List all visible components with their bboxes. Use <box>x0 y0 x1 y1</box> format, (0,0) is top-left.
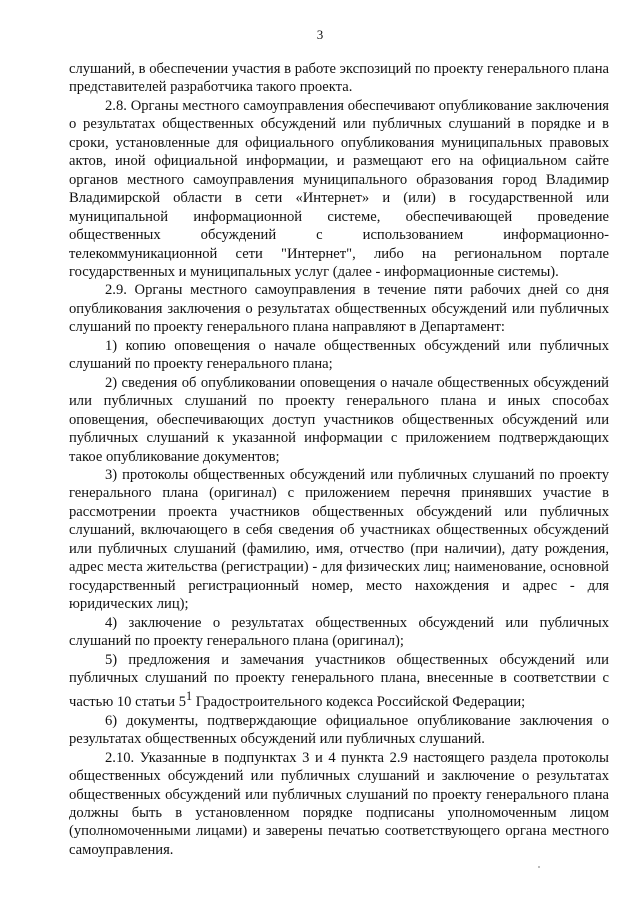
paragraph-2-9: 2.9. Органы местного самоуправления в течение пяти рабочих дней со дня опубликования заключения о результатах общественных обсуждений или публичных слушаний по проекту генерального плана направляют в Департамент: <box>69 282 609 336</box>
paragraph-2-9-item-5-text-before: 5) предложения и замечания участников общественных обсуждений или публичных слушаний по проекту генерального плана, внесенные в соответствии с частью 10 статьи 5 <box>69 651 609 711</box>
article-superscript: 1 <box>186 689 193 704</box>
paragraph-2-9-item-4: 4) заключение о результатах общественных обсуждений или публичных слушаний по проекту генерального плана (оригинал); <box>69 614 609 650</box>
paragraph-2-9-item-5-text-after: Градостроительного кодекса Российской Федерации; <box>192 694 526 711</box>
paragraph-2-10: 2.10. Указанные в подпунктах 3 и 4 пункта 2.9 настоящего раздела протоколы общественных обсуждений или публичных слушаний и заключение о результатах общественных обсуждений или публичных слушаний по проекту генерального плана должны быть в установленном порядке подписаны уполномоченным лицом (уполномоченными лицами) и заверены печатью соответствующего органа местного самоуправления. <box>69 749 609 858</box>
paragraph-2-9-item-6: 6) документы, подтверждающие официальное опубликование заключения о результатах общественных обсуждений или публичных слушаний. <box>69 712 609 748</box>
paragraph-2-9-item-3: 3) протоколы общественных обсуждений или публичных слушаний по проекту генерального плана (оригинал) с приложением перечня принявших участие в рассмотрении проекта участников общественных обсуждений или публичных слушаний, включающего в себя сведения об участниках общественных обсуждений или публичных слушаний (фамилию, имя, отчество (при наличии), дату рождения, адрес места жительства (регистрации) - для физических лиц; наименование, основной государственный регистрационный номер, место нахождения и адрес - для юридических лиц); <box>69 466 609 613</box>
paragraph-2-8: 2.8. Органы местного самоуправления обеспечивают опубликование заключения о результатах общественных обсуждений или публичных слушаний в порядке и в сроки, установленные для официального опубликования муниципальных правовых актов, иной официальной информации, и размещают его на официальном сайте органов местного самоуправления муниципального образования город Владимир Владимирской области в сети «Интернет» и (или) в государственной или муниципальной информационной системе, обеспечивающей проведение общественных обсуждений с использованием информационно-телекоммуникационной сети "Интернет", либо на региональном портале государственных и муниципальных услуг (далее - информационные системы). <box>69 97 609 280</box>
page-number: 3 <box>316 27 324 42</box>
document-body <box>69 60 609 859</box>
paragraph-2-9-item-5 <box>69 651 609 712</box>
paragraph-2-9-item-1: 1) копию оповещения о начале общественных обсуждений или публичных слушаний по проекту генерального плана; <box>69 337 609 373</box>
paragraph-continuation: слушаний, в обеспечении участия в работе экспозиций по проекту генерального плана представителей разработчика такого проекта. <box>69 61 609 96</box>
scan-artifact <box>538 866 540 868</box>
paragraph-2-9-item-2: 2) сведения об опубликовании оповещения о начале общественных обсуждений или публичных слушаний по проекту генерального плана и иных способах оповещения, обеспечивающих доступ участников общественных обсуждений или публичных слушаний к указанной информации с приложением подтверждающих такое опубликование документов; <box>69 374 609 465</box>
